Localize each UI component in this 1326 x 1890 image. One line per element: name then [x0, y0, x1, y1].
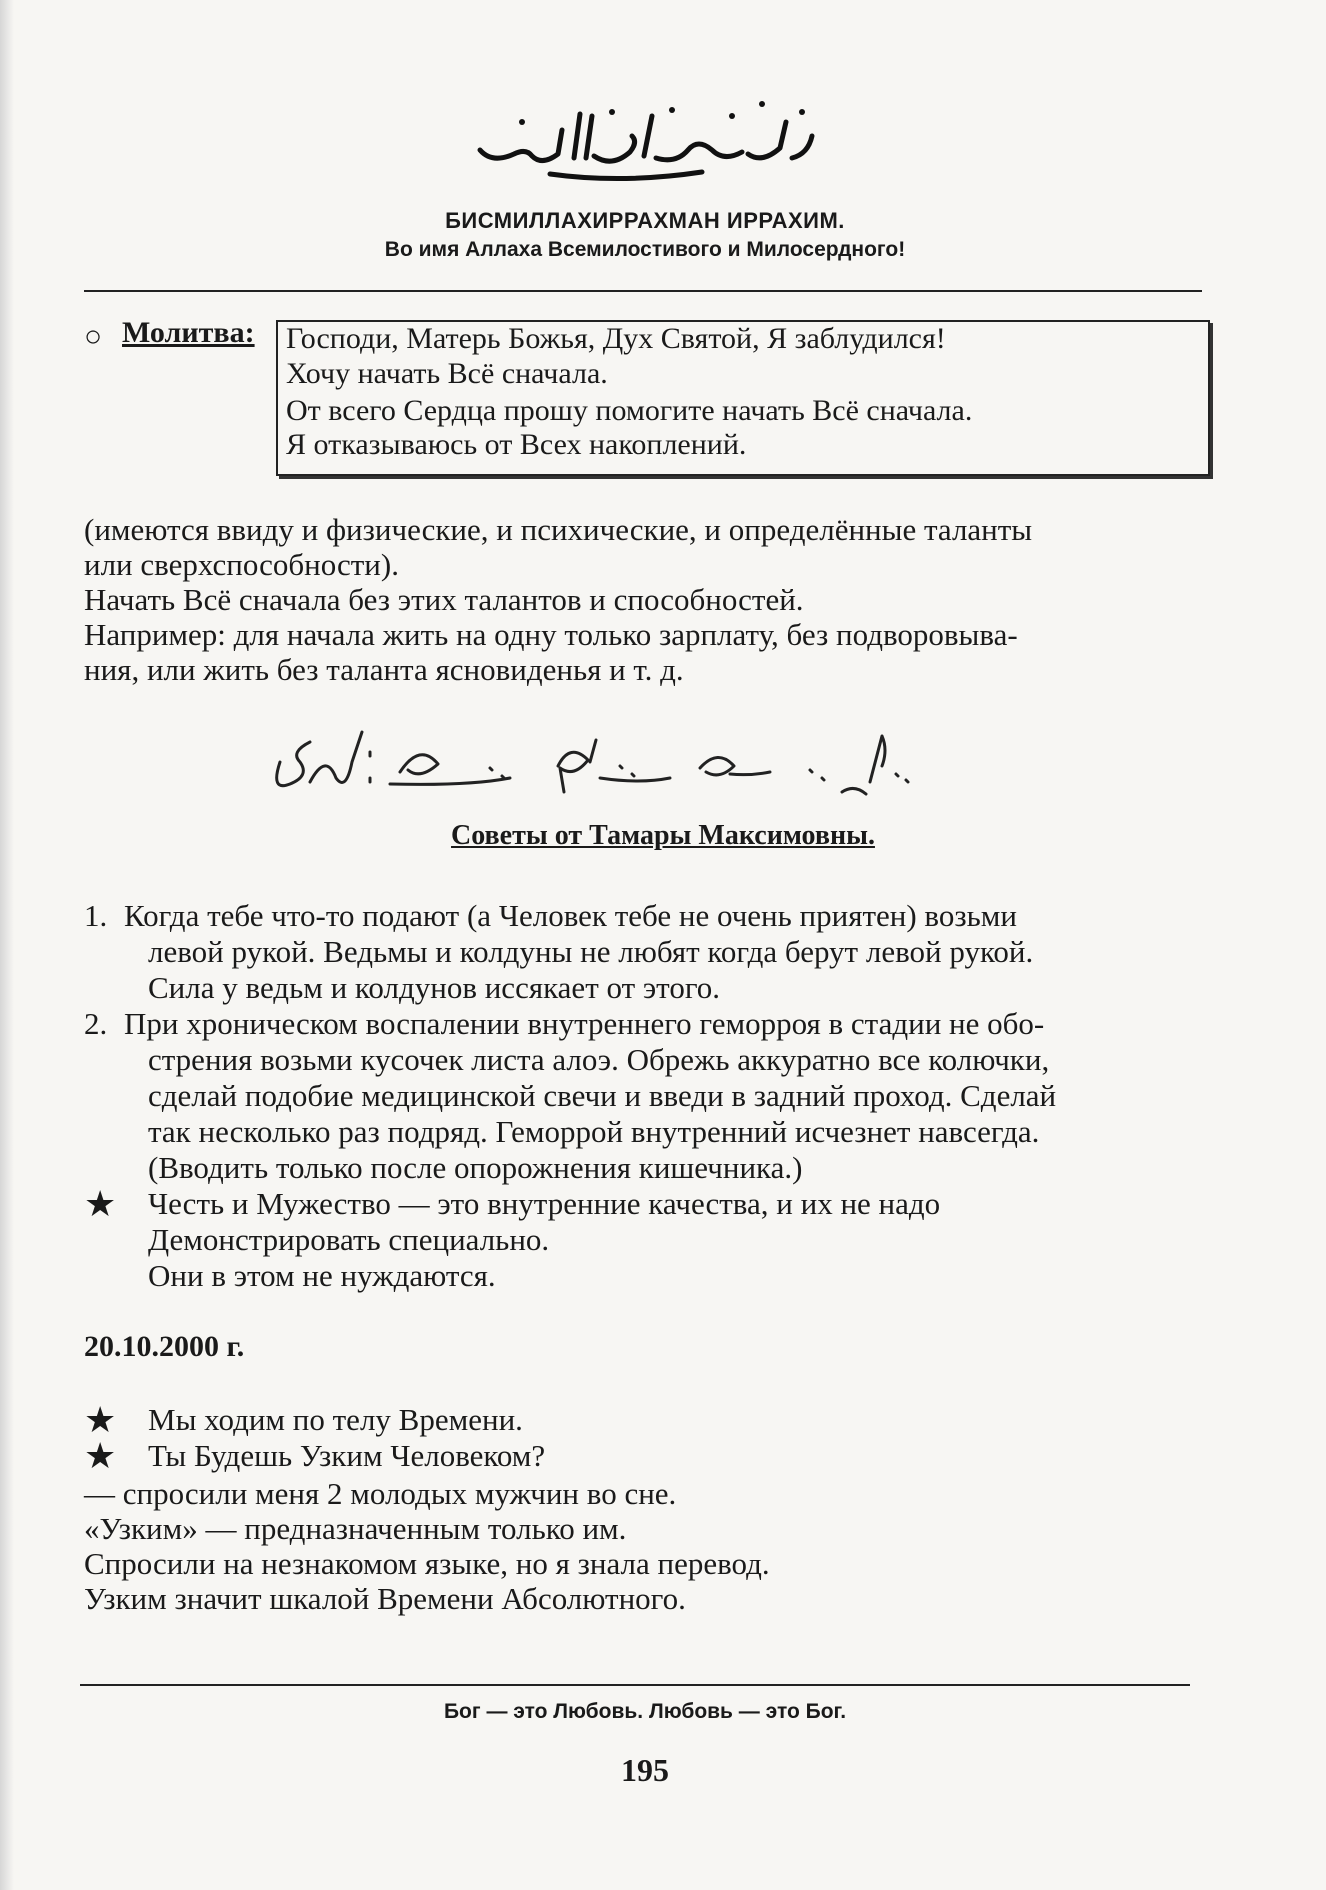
star-note-line: Демонстрировать специально. — [148, 1222, 550, 1257]
prayer-bullet-icon: ○ — [84, 320, 103, 353]
advice-item-1 — [84, 898, 1204, 1006]
star-note-line: Они в этом не нуждаются. — [148, 1258, 496, 1293]
text-line: — спросили меня 2 молодых мужчин во сне. — [84, 1476, 677, 1511]
bismillah-translation: Во имя Аллаха Всемилостивого и Милосердного! — [384, 238, 906, 261]
text-line: левой рукой. Ведьмы и колдуны не любят когда берут левой рукой. — [148, 934, 1034, 969]
prayer-line: Хочу начать Всё сначала. — [286, 357, 608, 390]
bismillah-calligraphy — [462, 92, 822, 188]
text-line: сделай подобие медицинской свечи и введи в задний проход. Сделай — [148, 1078, 1057, 1113]
text-line: Узким значит шкалой Времени Абсолютного. — [84, 1581, 686, 1616]
text-line: Спросили на незнакомом языке, но я знала перевод. — [84, 1546, 770, 1581]
advice-title: Советы от Тамары Максимовны. — [451, 820, 875, 851]
text-line: «Узким» — предназначенным только им. — [84, 1511, 627, 1546]
prayer-text-box — [276, 320, 1210, 476]
footer-motto: Бог — это Любовь. Любовь — это Бог. — [443, 1700, 847, 1723]
header-divider — [84, 290, 1202, 292]
page-number: 195 — [621, 1752, 669, 1788]
item-number: 1. — [84, 898, 108, 933]
star-icon: ★ — [84, 1400, 117, 1440]
text-line: Когда тебе что-то подают (а Человек тебе не очень приятен) возьми — [124, 898, 1017, 933]
text-line: стрения возьми кусочек листа алоэ. Обрежь аккуратно все колючки, — [148, 1042, 1050, 1077]
text-line: Сила у ведьм и колдунов иссякает от этого. — [148, 970, 721, 1005]
bismillah-transliteration: БИСМИЛЛАХИРРАХМАН ИРРАХИМ. — [445, 208, 845, 233]
prayer-label: Молитва: — [122, 316, 255, 349]
advice-item-2 — [84, 1006, 1204, 1186]
text-line: или сверхспособности). — [84, 547, 399, 582]
prayer-line: Господи, Матерь Божья, Дух Святой, Я заблудился! — [286, 322, 946, 355]
text-line: ния, или жить без таланта ясновиденья и т. д. — [84, 652, 684, 687]
handwritten-signature — [270, 722, 970, 800]
page-edge-shadow — [0, 0, 14, 1890]
star-note-line: Честь и Мужество — это внутренние качества, и их не надо — [148, 1186, 941, 1221]
item-number: 2. — [84, 1006, 108, 1041]
entry-date: 20.10.2000 г. — [84, 1330, 245, 1363]
text-line: (Вводить только после опорожнения кишечника.) — [148, 1150, 803, 1185]
star-icon: ★ — [84, 1184, 117, 1224]
dream-paragraph — [84, 1476, 1202, 1616]
prayer-line: Я отказываюсь от Всех накоплений. — [286, 428, 747, 461]
text-line: (имеются ввиду и физические, и психические, и определённые таланты — [84, 512, 1033, 547]
star-line: Мы ходим по телу Времени. — [148, 1402, 523, 1437]
text-line: Начать Всё сначала без этих талантов и способностей. — [84, 582, 804, 617]
text-line: так несколько раз подряд. Геморрой внутренний исчезнет навсегда. — [148, 1114, 1040, 1149]
text-line: При хроническом воспалении внутреннего геморроя в стадии не обо- — [124, 1006, 1045, 1041]
explanation-paragraph — [84, 512, 1202, 687]
text-line: Например: для начала жить на одну только зарплату, без подворовыва- — [84, 617, 1018, 652]
star-icon: ★ — [84, 1436, 117, 1476]
prayer-line: От всего Сердца прошу помогите начать Всё сначала. — [286, 394, 973, 427]
star-line: Ты Будешь Узким Человеком? — [148, 1438, 546, 1473]
footer-divider — [80, 1684, 1190, 1686]
